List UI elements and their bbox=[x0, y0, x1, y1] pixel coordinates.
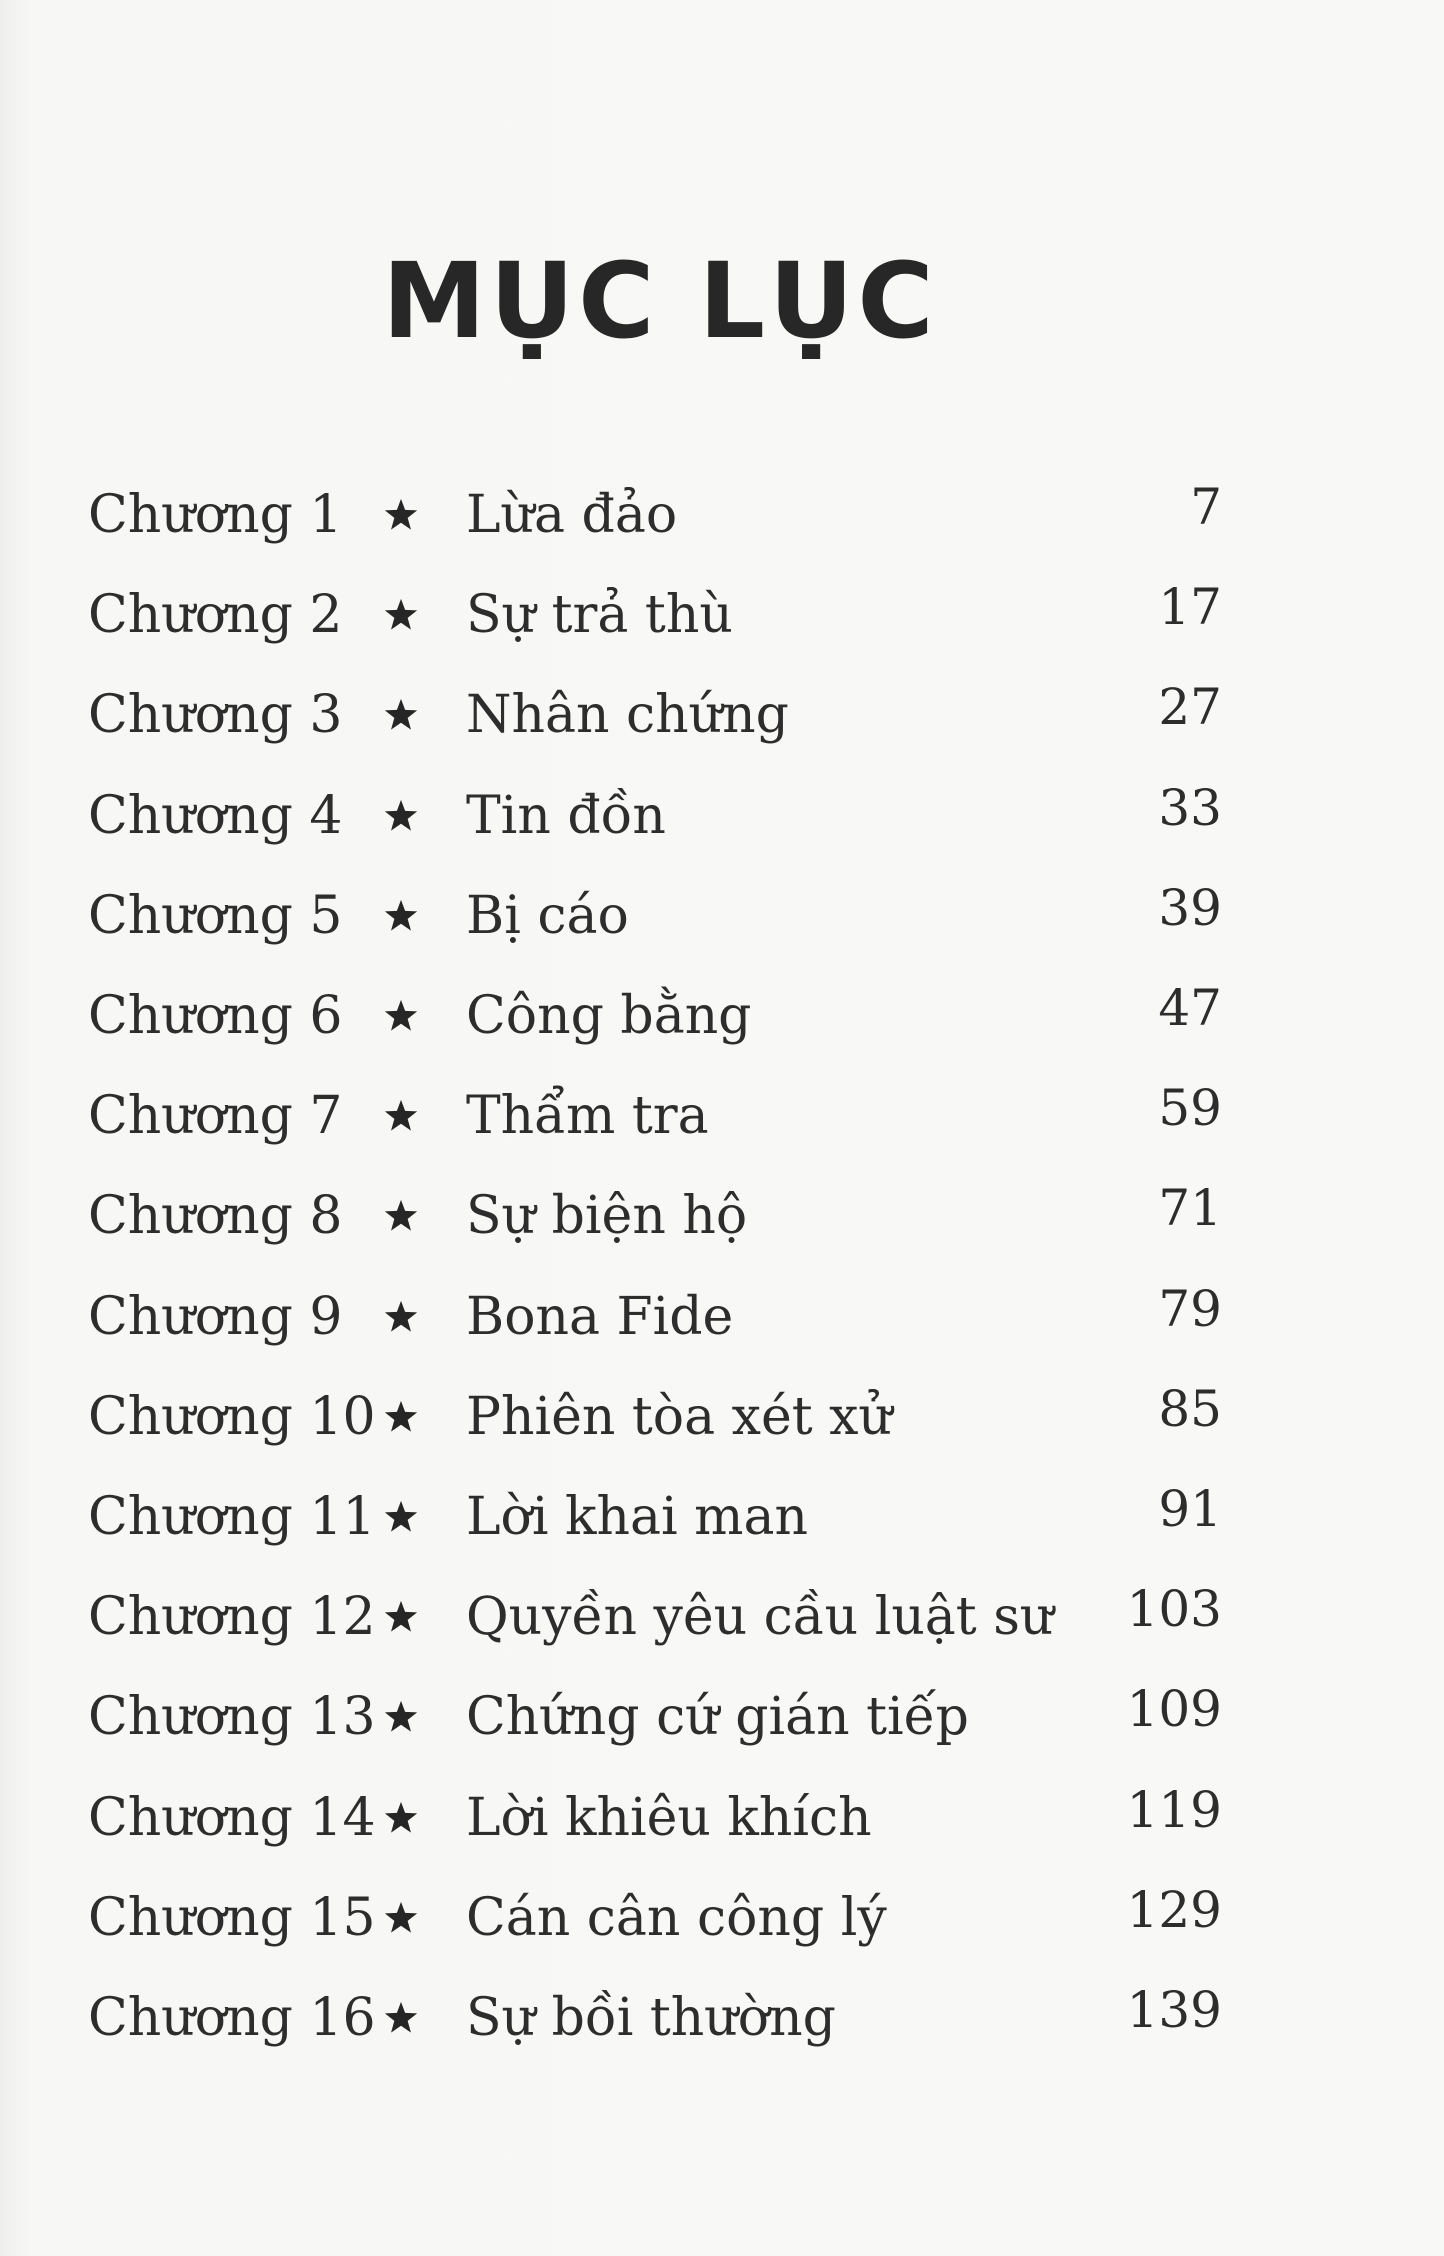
star-icon bbox=[382, 1298, 420, 1336]
page-number: 33 bbox=[1158, 778, 1222, 837]
page-number: 27 bbox=[1158, 678, 1222, 737]
chapter-number: Chương 15 bbox=[88, 1887, 376, 1948]
toc-entry bbox=[0, 771, 1444, 861]
star-icon bbox=[382, 1398, 420, 1436]
star-icon bbox=[382, 1598, 420, 1636]
chapter-title: Công bằng bbox=[466, 986, 752, 1046]
star-icon bbox=[382, 1799, 420, 1837]
star-icon bbox=[382, 1999, 420, 2037]
toc-entry bbox=[0, 1572, 1444, 1662]
star-icon bbox=[382, 1498, 420, 1536]
star-icon bbox=[382, 1698, 420, 1736]
star-icon bbox=[382, 496, 420, 534]
page-number: 39 bbox=[1158, 878, 1222, 937]
chapter-number: Chương 14 bbox=[88, 1787, 376, 1848]
page-number: 59 bbox=[1158, 1079, 1222, 1138]
toc-entry bbox=[0, 971, 1444, 1061]
toc-entry bbox=[0, 1071, 1444, 1161]
page-number: 91 bbox=[1158, 1480, 1222, 1538]
chapter-title: Tin đồn bbox=[466, 785, 666, 846]
chapter-number: Chương 16 bbox=[88, 1988, 376, 2048]
chapter-number: Chương 3 bbox=[88, 685, 343, 746]
toc-entry bbox=[0, 1472, 1444, 1562]
star-icon bbox=[382, 1097, 420, 1135]
page-number: 85 bbox=[1158, 1379, 1222, 1438]
star-icon bbox=[382, 1197, 420, 1235]
chapter-title: Phiên tòa xét xử bbox=[466, 1386, 892, 1447]
chapter-title: Chứng cứ gián tiếp bbox=[466, 1687, 969, 1748]
chapter-number: Chương 9 bbox=[88, 1286, 343, 1347]
chapter-title: Lừa đảo bbox=[466, 485, 678, 545]
page-number: 119 bbox=[1126, 1780, 1222, 1839]
page-title: MỤC LỤC bbox=[382, 240, 938, 362]
page-number: 17 bbox=[1158, 578, 1222, 637]
star-icon bbox=[382, 596, 420, 634]
page-number: 47 bbox=[1158, 979, 1222, 1037]
chapter-number: Chương 8 bbox=[88, 1186, 343, 1247]
chapter-title: Quyền yêu cầu luật sư bbox=[466, 1587, 1054, 1648]
chapter-number: Chương 11 bbox=[88, 1487, 376, 1547]
chapter-title: Bị cáo bbox=[466, 885, 629, 946]
chapter-number: Chương 2 bbox=[88, 585, 343, 646]
star-icon bbox=[382, 1899, 420, 1937]
chapter-title: Nhân chứng bbox=[466, 685, 789, 746]
chapter-title: Cán cân công lý bbox=[466, 1887, 887, 1948]
chapter-title: Lời khai man bbox=[466, 1487, 808, 1547]
toc-entry bbox=[0, 1973, 1444, 2063]
chapter-number: Chương 6 bbox=[88, 986, 343, 1046]
toc-entry bbox=[0, 871, 1444, 961]
chapter-title: Sự biện hộ bbox=[466, 1186, 748, 1247]
page-number: 139 bbox=[1126, 1981, 1222, 2039]
chapter-number: Chương 10 bbox=[88, 1386, 376, 1447]
page-number: 103 bbox=[1126, 1580, 1222, 1639]
chapter-number: Chương 5 bbox=[88, 885, 343, 946]
toc-entry bbox=[0, 1873, 1444, 1963]
chapter-number: Chương 12 bbox=[88, 1587, 376, 1648]
star-icon bbox=[382, 696, 420, 734]
chapter-number: Chương 7 bbox=[88, 1086, 343, 1147]
toc-entry bbox=[0, 1171, 1444, 1261]
page-number: 71 bbox=[1158, 1179, 1222, 1238]
star-icon bbox=[382, 797, 420, 835]
chapter-number: Chương 4 bbox=[88, 785, 343, 846]
chapter-title: Sự bồi thường bbox=[466, 1988, 836, 2048]
page-number: 7 bbox=[1190, 478, 1222, 536]
page-number: 129 bbox=[1126, 1880, 1222, 1939]
star-icon bbox=[382, 997, 420, 1035]
toc-entry bbox=[0, 570, 1444, 660]
chapter-title: Bona Fide bbox=[466, 1286, 734, 1347]
toc-entry bbox=[0, 1672, 1444, 1762]
toc-entry bbox=[0, 1372, 1444, 1462]
chapter-title: Thẩm tra bbox=[466, 1086, 709, 1147]
page-number: 109 bbox=[1126, 1680, 1222, 1739]
star-icon bbox=[382, 897, 420, 935]
toc-entry bbox=[0, 1773, 1444, 1863]
chapter-number: Chương 13 bbox=[88, 1687, 376, 1748]
toc-entry bbox=[0, 670, 1444, 760]
toc-entry bbox=[0, 1272, 1444, 1362]
chapter-number: Chương 1 bbox=[88, 485, 343, 545]
chapter-title: Sự trả thù bbox=[466, 585, 733, 646]
chapter-title: Lời khiêu khích bbox=[466, 1787, 872, 1848]
toc-entry bbox=[0, 470, 1444, 560]
page-number: 79 bbox=[1158, 1279, 1222, 1338]
